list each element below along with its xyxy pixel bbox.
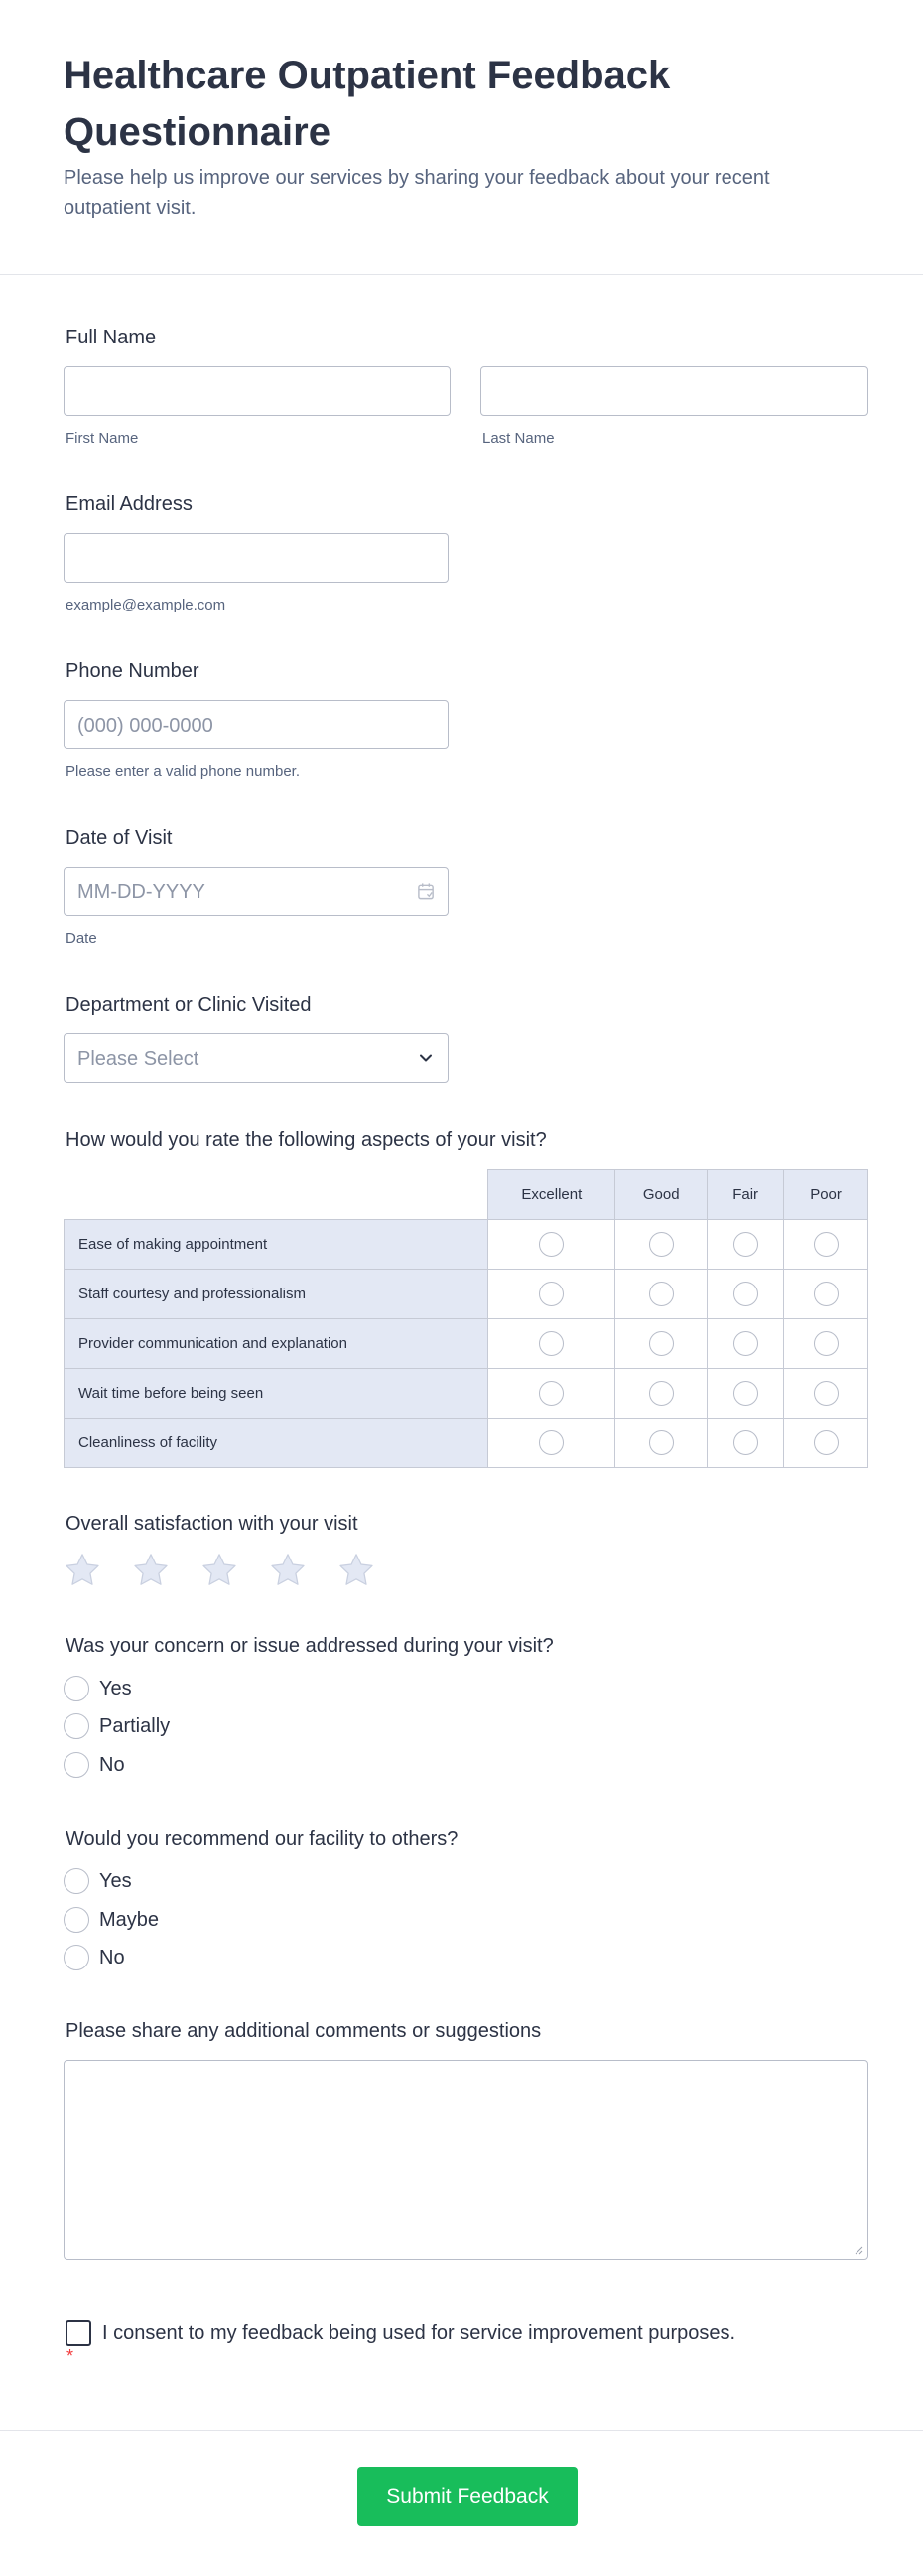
comments-textarea[interactable] — [64, 2060, 868, 2260]
matrix-row-label: Staff courtesy and professionalism — [65, 1270, 488, 1319]
matrix-radio-fair[interactable] — [733, 1430, 758, 1455]
matrix-radio-fair[interactable] — [733, 1381, 758, 1406]
email-sublabel: example@example.com — [66, 597, 226, 613]
phone-label: Phone Number — [66, 660, 199, 682]
radio-button[interactable] — [64, 1752, 89, 1778]
matrix-radio-poor[interactable] — [814, 1232, 839, 1257]
visit-date-label: Date of Visit — [66, 827, 173, 849]
matrix-header-row — [65, 1170, 868, 1220]
matrix-radio-good[interactable] — [649, 1430, 674, 1455]
matrix-row-label: Wait time before being seen — [65, 1369, 488, 1419]
rating-matrix-table — [64, 1169, 868, 1468]
matrix-row — [65, 1270, 868, 1319]
chevron-down-icon — [416, 1048, 436, 1068]
recommend-question: Would you recommend our facility to others? — [66, 1829, 459, 1850]
matrix-radio-good[interactable] — [649, 1331, 674, 1356]
matrix-radio-good[interactable] — [649, 1232, 674, 1257]
department-selected-value: Please Select — [77, 1048, 199, 1070]
last-name-input[interactable] — [480, 366, 868, 416]
comments-label: Please share any additional comments or suggestions — [66, 2020, 542, 2042]
submit-button[interactable]: Submit Feedback — [357, 2467, 578, 2526]
matrix-radio-fair[interactable] — [733, 1232, 758, 1257]
matrix-radio-good[interactable] — [649, 1282, 674, 1306]
matrix-row — [65, 1419, 868, 1468]
star-icon[interactable] — [64, 1552, 101, 1589]
email-label: Email Address — [66, 493, 193, 515]
email-input[interactable] — [64, 533, 449, 583]
visit-date-input[interactable] — [64, 867, 449, 916]
matrix-radio-excellent[interactable] — [539, 1282, 564, 1306]
matrix-radio-excellent[interactable] — [539, 1430, 564, 1455]
consent-label: I consent to my feedback being used for service improvement purposes. — [102, 2322, 736, 2344]
concern-option-partially[interactable] — [64, 1713, 170, 1739]
radio-label: No — [99, 1946, 125, 1968]
recommend-option-yes[interactable] — [64, 1868, 132, 1894]
matrix-column-good: Good — [615, 1170, 708, 1220]
concern-option-yes[interactable] — [64, 1676, 132, 1701]
phone-sublabel: Please enter a valid phone number. — [66, 763, 300, 780]
radio-label: Partially — [99, 1714, 171, 1737]
radio-label: Yes — [99, 1869, 132, 1892]
matrix-column-poor: Poor — [784, 1170, 868, 1220]
page-subtitle: Please help us improve our services by sharing your feedback about your recent outpatient visit. — [64, 167, 770, 219]
radio-label: Yes — [99, 1677, 132, 1699]
recommend-option-maybe[interactable] — [64, 1907, 159, 1933]
matrix-corner-cell — [65, 1170, 488, 1220]
matrix-radio-excellent[interactable] — [539, 1232, 564, 1257]
concern-option-no[interactable] — [64, 1752, 125, 1778]
matrix-radio-poor[interactable] — [814, 1282, 839, 1306]
star-icon[interactable] — [337, 1552, 375, 1589]
matrix-radio-poor[interactable] — [814, 1331, 839, 1356]
phone-placeholder: (000) 000-0000 — [77, 715, 213, 737]
consent-checkbox[interactable] — [66, 2320, 91, 2346]
resize-grip-icon[interactable] — [854, 2245, 863, 2255]
radio-button[interactable] — [64, 1907, 89, 1933]
matrix-radio-poor[interactable] — [814, 1381, 839, 1406]
form-header — [0, 0, 923, 275]
satisfaction-label: Overall satisfaction with your visit — [66, 1513, 358, 1535]
star-rating — [64, 1552, 375, 1589]
recommend-option-no[interactable] — [64, 1945, 125, 1970]
star-icon[interactable] — [132, 1552, 170, 1589]
matrix-row — [65, 1319, 868, 1369]
radio-label: No — [99, 1753, 125, 1776]
department-label: Department or Clinic Visited — [66, 994, 312, 1016]
matrix-row-label: Ease of making appointment — [65, 1220, 488, 1270]
matrix-radio-fair[interactable] — [733, 1282, 758, 1306]
page-title: Healthcare Outpatient Feedback Questionnaire — [64, 54, 671, 154]
matrix-column-fair: Fair — [708, 1170, 784, 1220]
concern-question: Was your concern or issue addressed during your visit? — [66, 1635, 554, 1657]
last-name-sublabel: Last Name — [482, 430, 555, 447]
matrix-row — [65, 1220, 868, 1270]
matrix-row-label: Cleanliness of facility — [65, 1419, 488, 1468]
star-icon[interactable] — [200, 1552, 238, 1589]
visit-date-placeholder: MM-DD-YYYY — [77, 881, 205, 903]
first-name-input[interactable] — [64, 366, 451, 416]
calendar-icon[interactable] — [417, 882, 436, 901]
radio-button[interactable] — [64, 1868, 89, 1894]
matrix-radio-good[interactable] — [649, 1381, 674, 1406]
first-name-sublabel: First Name — [66, 430, 139, 447]
matrix-column-excellent: Excellent — [488, 1170, 615, 1220]
radio-label: Maybe — [99, 1908, 160, 1931]
rating-matrix-question: How would you rate the following aspects of your visit? — [66, 1129, 547, 1151]
department-select[interactable] — [64, 1033, 449, 1083]
phone-input[interactable] — [64, 700, 449, 749]
star-icon[interactable] — [269, 1552, 307, 1589]
radio-button[interactable] — [64, 1676, 89, 1701]
matrix-radio-fair[interactable] — [733, 1331, 758, 1356]
matrix-radio-poor[interactable] — [814, 1430, 839, 1455]
matrix-radio-excellent[interactable] — [539, 1331, 564, 1356]
full-name-label: Full Name — [66, 327, 157, 348]
matrix-row-label: Provider communication and explanation — [65, 1319, 488, 1369]
radio-button[interactable] — [64, 1713, 89, 1739]
radio-button[interactable] — [64, 1945, 89, 1970]
matrix-row — [65, 1369, 868, 1419]
matrix-radio-excellent[interactable] — [539, 1381, 564, 1406]
required-asterisk: * — [66, 2346, 74, 2366]
visit-date-sublabel: Date — [66, 930, 97, 947]
